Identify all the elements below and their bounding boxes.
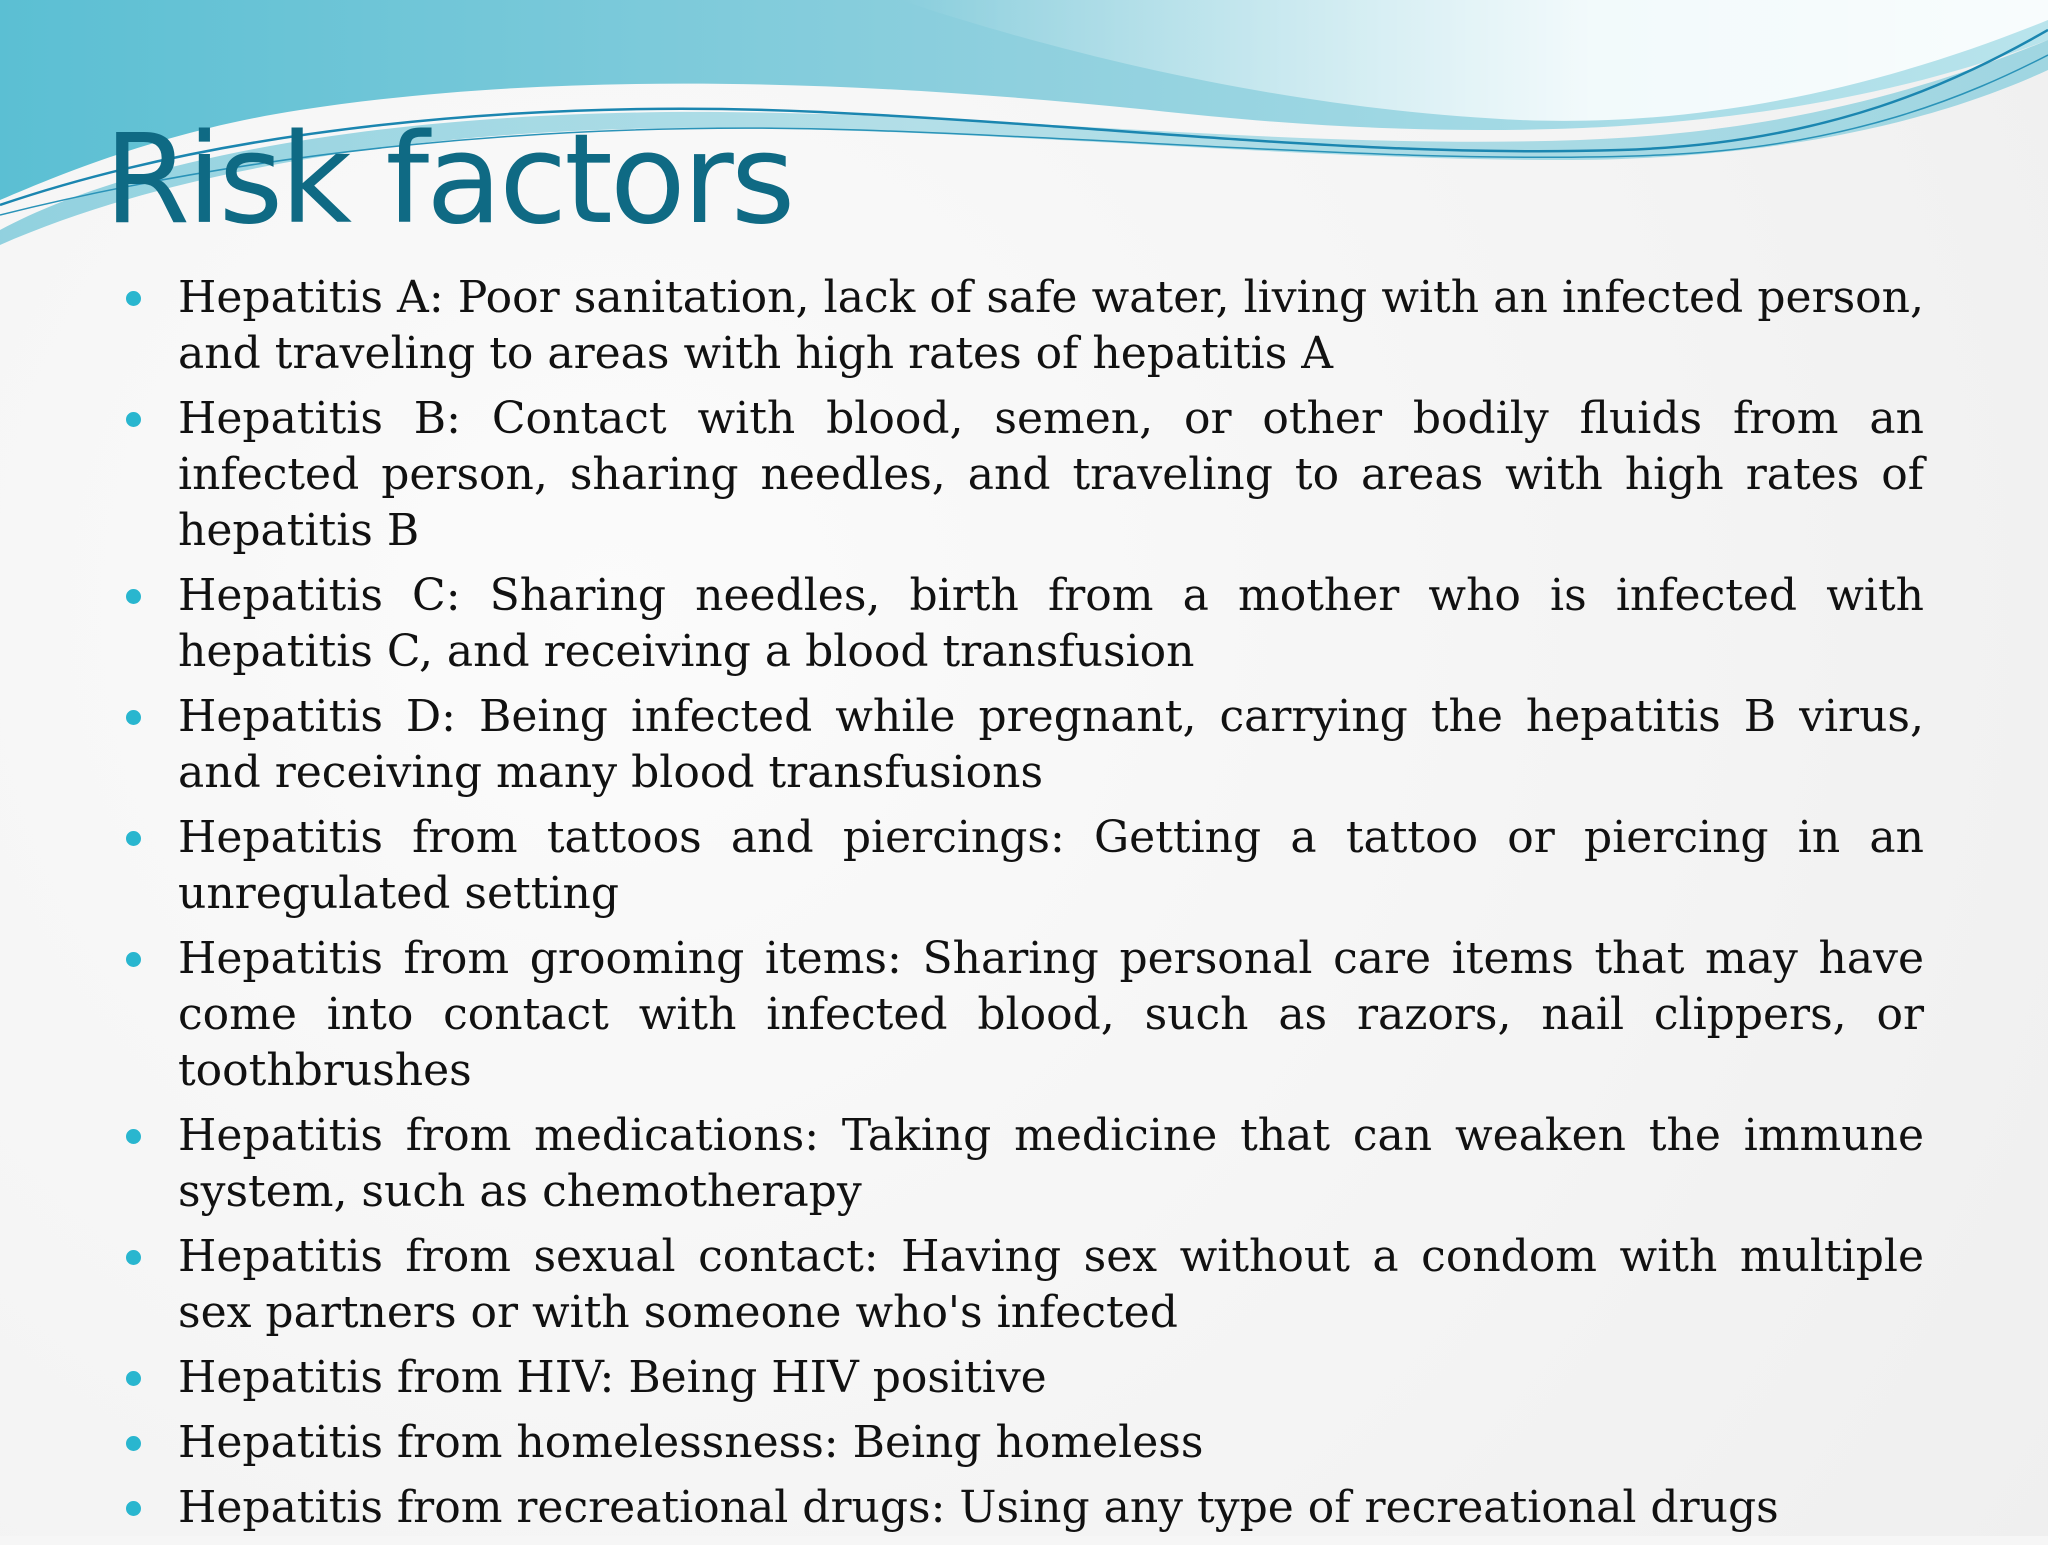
bullet-icon (126, 1436, 141, 1451)
bullet-icon (126, 1371, 141, 1386)
bullet-icon (126, 589, 141, 604)
bullet-icon (126, 952, 141, 967)
list-item (178, 270, 1924, 382)
list-item-text: Hepatitis B: Contact with blood, semen, or other bodily fluids from an infected person, sharing needles, and traveling to areas with high rates of hepatitis B (178, 393, 1924, 556)
slide-title: Risk factors (104, 108, 793, 252)
list-item (178, 689, 1924, 801)
list-item (178, 931, 1924, 1099)
bullet-icon (126, 831, 141, 846)
risk-factor-list (178, 270, 1924, 1545)
list-item-text: Hepatitis from sexual contact: Having sex without a condom with multiple sex partners or with someone who's infected (178, 1231, 1924, 1338)
list-item-text: Hepatitis from homelessness: Being homeless (178, 1417, 1204, 1468)
bullet-icon (126, 291, 141, 306)
list-item (178, 1108, 1924, 1220)
list-item (178, 391, 1924, 559)
bullet-icon (126, 1250, 141, 1265)
list-item (178, 810, 1924, 922)
list-item (178, 1229, 1924, 1341)
bullet-icon (126, 1501, 141, 1516)
list-item (178, 568, 1924, 680)
bullet-icon (126, 710, 141, 725)
list-item-text: Hepatitis from recreational drugs: Using any type of recreational drugs (178, 1482, 1779, 1533)
list-item (178, 1350, 1924, 1406)
list-item-text: Hepatitis from medications: Taking medicine that can weaken the immune system, such as chemotherapy (178, 1110, 1924, 1217)
bullet-icon (126, 412, 141, 427)
list-item-text: Hepatitis D: Being infected while pregnant, carrying the hepatitis B virus, and receiving many blood transfusions (178, 691, 1924, 798)
list-item-text: Hepatitis from tattoos and piercings: Getting a tattoo or piercing in an unregulated setting (178, 812, 1924, 919)
list-item-text: Hepatitis A: Poor sanitation, lack of safe water, living with an infected person, and traveling to areas with high rates of hepatitis A (178, 272, 1924, 379)
list-item-text: Hepatitis C: Sharing needles, birth from a mother who is infected with hepatitis C, and receiving a blood transfusion (178, 570, 1924, 677)
list-item (178, 1480, 1924, 1536)
list-item-text: Hepatitis from grooming items: Sharing personal care items that may have come into contact with infected blood, such as razors, nail clippers, or toothbrushes (178, 933, 1924, 1096)
list-item (178, 1415, 1924, 1471)
bullet-icon (126, 1129, 141, 1144)
list-item-text: Hepatitis from HIV: Being HIV positive (178, 1352, 1047, 1403)
